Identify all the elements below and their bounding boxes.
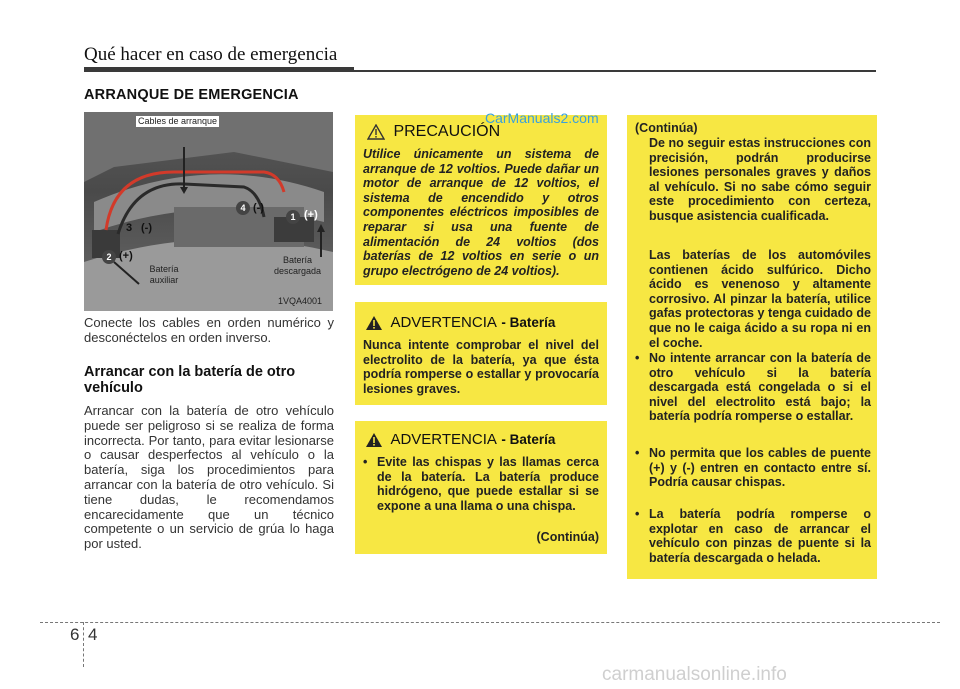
warning-2-heading	[365, 431, 555, 449]
bullet-dot: •	[635, 351, 640, 365]
connection-3-sign: (-)	[141, 222, 152, 234]
continued-bullet-2: No permita que los cables de puente (+) y (-) entren en contacto entre sí. Podría causar chispas.	[649, 446, 871, 490]
warning-box-1	[355, 302, 607, 405]
footer-divider	[83, 622, 84, 667]
warning-1-title: ADVERTENCIA	[390, 314, 497, 331]
continued-bullet-1: No intente arrancar con la batería de otro vehículo si la batería descargada está congelada o si el nivel del electrolito está bajo; la batería podría romperse o estallar.	[649, 351, 871, 424]
bullet-dot: •	[635, 507, 640, 521]
label-jump-cables: Cables de arranque	[138, 116, 218, 126]
connection-1-sign: (+)	[304, 209, 318, 221]
warning-1-heading	[365, 314, 555, 332]
connection-4-badge: 4	[236, 201, 250, 215]
header-rule-thin	[354, 70, 876, 72]
label-discharged-battery: Batería descargada	[273, 255, 322, 276]
footer-chapter-number: 6	[70, 625, 80, 644]
footer-page-number: 4	[88, 625, 98, 644]
continued-para-2: Las baterías de los automóviles contienen ácido sulfúrico. Dicho ácido es venenoso y altamente corrosivo. Al pinzar la batería, utilice gafas protectoras y tenga cuidado de que no le caiga ácido a su ropa ni en el coche.	[649, 248, 871, 350]
caution-triangle-icon	[367, 124, 385, 140]
page-header-title: Qué hacer en caso de emergencia	[84, 44, 338, 65]
subsection-title: Arrancar con la batería de otro vehículo	[84, 364, 296, 396]
continued-bullet-3: La batería podría romperse o explotar en caso de arrancar el vehículo con pinzas de puente si la batería descargada o helada.	[649, 507, 871, 565]
subsection-body: Arrancar con la batería de otro vehículo puede ser peligroso si se realiza de forma incorrecta. Por tanto, para evitar lesionarse o causar desperfectos al vehículo o la batería, siga los procedimientos para arrancar con la batería de otro vehículo. Si tiene dudas, le recomendamos encarecidamente que un técnico competente o un servicio de grúa lo haga por usted.	[84, 403, 334, 552]
jump-start-figure	[84, 112, 333, 311]
continued-warning-box	[627, 115, 877, 579]
watermark-top: CarManuals2.com	[485, 110, 599, 126]
connection-4-sign: (-)	[253, 202, 264, 214]
warning-2-title: ADVERTENCIA	[390, 431, 497, 448]
connection-3-label: 3	[126, 222, 133, 234]
warning-2-continues: (Continúa)	[536, 530, 599, 544]
section-title: ARRANQUE DE EMERGENCIA	[84, 87, 299, 103]
footer-rule	[40, 622, 940, 623]
warning-1-subtitle: - Batería	[501, 315, 556, 330]
intro-text: Conecte los cables en orden numérico y desconéctelos en orden inverso.	[84, 315, 334, 345]
label-auxiliary-battery: Batería auxiliar	[149, 264, 179, 285]
warning-2-subtitle: - Batería	[501, 432, 556, 447]
bullet-dot: •	[363, 455, 368, 469]
warning-triangle-icon	[365, 432, 383, 448]
figure-code: 1VQA4001	[278, 296, 323, 306]
precaution-text: Utilice únicamente un sistema de arranque de 12 voltios. Puede dañar un motor de arranque de 12 voltios, el sistema de encendido y otros componentes eléctricos imposibles de reparar si usa una fuente de alimentación de 24 voltios (dos baterías de 12 voltios en serie o un grupo electrógeno de 24 voltios).	[363, 147, 599, 278]
precaution-box	[355, 115, 607, 285]
warning-box-2	[355, 421, 607, 554]
warning-2-bullet: Evite las chispas y las llamas cerca de la batería. La batería produce hidrógeno, que puede estallar si se expone a una llama o una chispa.	[377, 455, 599, 513]
precaution-title: PRECAUCIÓN	[393, 123, 501, 140]
warning-1-text: Nunca intente comprobar el nivel del electrolito de la batería, ya que ésta podría romperse o estallar y provocaría lesiones graves.	[363, 338, 599, 396]
warning-triangle-icon	[365, 315, 383, 331]
continued-heading: (Continúa)	[635, 121, 698, 135]
bullet-dot: •	[635, 446, 640, 460]
precaution-heading	[367, 123, 500, 141]
header-rule-thick	[84, 67, 354, 72]
connection-2-sign: (+)	[119, 250, 133, 262]
watermark-bottom: carmanualsonline.info	[602, 664, 787, 685]
connection-2-badge: 2	[102, 250, 116, 264]
continued-para-1: De no seguir estas instrucciones con precisión, podrán producirse lesiones personales graves y daños al vehículo. Si no sabe cómo seguir este procedimiento con certeza, busque asistencia cualificada.	[649, 136, 871, 223]
connection-1-badge: 1	[286, 210, 300, 224]
